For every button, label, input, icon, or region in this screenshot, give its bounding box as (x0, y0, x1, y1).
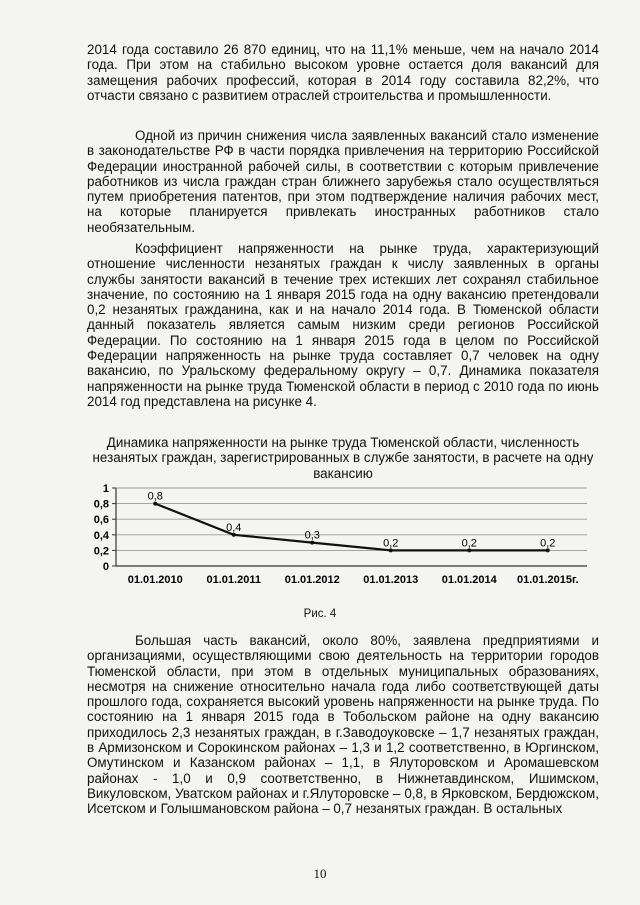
paragraph-tension-coefficient: Коэффициент напряженности на рынке труда, характеризующий отношение численности незанятых граждан к числу заявленных в органы службы занятости вакансий в течение трех истекших лет сохранял стабильное значение, по состоянию на 1 января 2015 года на одну вакансию претендовали 0,2 незанятых гражданина, как и на начало 2014 года. В Тюменской области данный показатель является самым низким среди регионов Российской Федерации. По состоянию на 1 января 2015 года в целом по Российской Федерации напряженность на рынке труда составляет 0,7 человек на одну вакансию, по Уральскому федеральному округу – 0,7. Динамика показателя напряженности на рынке труда Тюменской области в период с 2010 года по июнь 2014 год представлена на рисунке 4. (87, 241, 599, 409)
data-label: 0,3 (304, 529, 320, 542)
data-label: 0,2 (383, 537, 399, 550)
x-tick-label: 01.01.2013 (363, 574, 419, 586)
data-label: 0,4 (226, 521, 242, 534)
y-tick-label: 0,2 (93, 545, 109, 558)
x-tick-label: 01.01.2010 (127, 574, 183, 586)
figure-caption: Рис. 4 (303, 608, 337, 620)
x-tick-label: 01.01.2012 (284, 574, 340, 586)
page-number: 10 (313, 866, 327, 881)
paragraph-legislation-change: Одной из причин снижения числа заявленных вакансий стало изменение в законодательстве РФ в части порядка привлечения на территорию Российской Федерации иностранной рабочей силы, в соответствии с которым привлечение работников из числа граждан стран ближнего зарубежья стало осуществляться путем приобретения патентов, при этом подтверждение наличия рабочих мест, на которые планируется привлекать иностранных работников стало необязательным. (87, 128, 599, 235)
chart-title: Динамика напряженности на рынке труда Тюменской области, численность незанятых граждан, зарегистрированных в службе занятости, в расчете на одну вакансию (92, 435, 594, 481)
y-tick-label: 0,8 (93, 498, 109, 511)
x-tick-label: 01.01.2014 (441, 574, 497, 586)
data-label: 0,8 (147, 490, 163, 503)
y-tick-label: 1 (102, 483, 109, 495)
y-tick-label: 0 (102, 561, 109, 573)
y-tick-label: 0,6 (93, 514, 109, 527)
y-tick-label: 0,4 (93, 529, 109, 542)
x-tick-label: 01.01.2011 (206, 574, 261, 586)
paragraph-vacancy-distribution: Большая часть вакансий, около 80%, заявлена предприятиями и организациями, осуществляющими свою деятельность на территории городов Тюменской области, при этом в отдельных муниципальных образованиях, несмотря на снижение относительно начала года либо соответствующей даты прошлого года, сохраняется высокий уровень напряженности на рынке труда. По состоянию на 1 января 2015 года в Тобольском районе на одну вакансию приходилось 2,3 незанятых граждан, в г.Заводоуковске – 1,7 незанятых граждан, в Армизонском и Сорокинском районах – 1,3 и 1,2 соответственно, в Юргинском, Омутинском и Казанском районах – 1,1, в Ялуторовском и Аромашевском районах - 1,0 и 0,9 соответственно, в Нижнетавдинском, Ишимском, Викуловском, Уватском районах и г.Ялуторовске – 0,8, в Ярковском, Бердюжском, Исетском и Голышмановском района – 0,7 незанятых граждан. В остальных (87, 633, 599, 817)
x-tick-label: 01.01.2015г. (516, 574, 579, 586)
data-label: 0,2 (540, 537, 556, 550)
tension-line-chart (82, 480, 602, 590)
paragraph-vacancies-count: 2014 года составило 26 870 единиц, что на 11,1% меньше, чем на начало 2014 года. При этом на стабильно высоком уровне остается доля вакансий для замещения рабочих профессий, которая в 2014 году составила 82,2%, что отчасти связано с развитием отраслей строительства и промышленности. (87, 42, 599, 103)
data-label: 0,2 (461, 537, 477, 550)
series-line (155, 504, 548, 551)
